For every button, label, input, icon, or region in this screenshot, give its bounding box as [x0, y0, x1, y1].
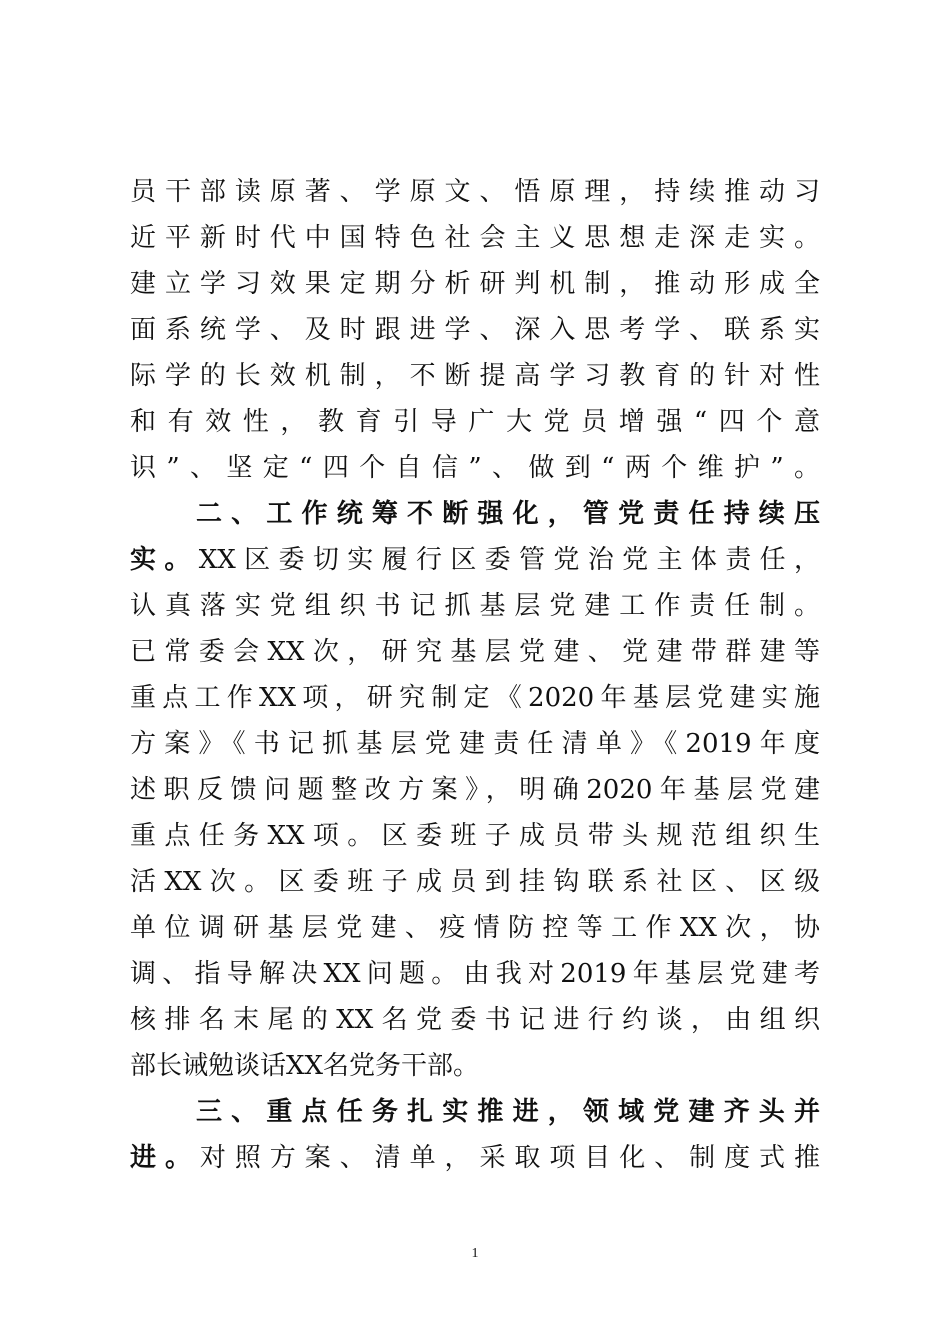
text-line: 方案》《书记抓基层党建责任清单》《2019年度: [130, 729, 820, 759]
section-heading: 三、重点任务扎实推进，领域党建齐头并: [196, 1097, 820, 1127]
text-line: 部长诫勉谈话XX名党务干部。: [130, 1051, 480, 1081]
text-line: 面系统学、及时跟进学、深入思考学、联系实: [130, 315, 820, 345]
section-heading-end: 实。: [130, 545, 199, 575]
text-line: 际学的长效机制，不断提高学习教育的针对性: [130, 361, 820, 391]
text-line: 建立学习效果定期分析研判机制，推动形成全: [130, 269, 820, 299]
text-line: 述职反馈问题整改方案》，明确2020年基层党建: [130, 775, 820, 805]
section-body-start: XX区委切实履行区委管党治党主体责任，: [198, 545, 820, 575]
text-line: 活XX次。区委班子成员到挂钩联系社区、区级: [130, 867, 820, 897]
text-line: 调、指导解决XX问题。由我对2019年基层党建考: [130, 959, 820, 989]
text-line: [130, 1138, 820, 1178]
section-heading: 二、工作统筹不断强化，管党责任持续压: [196, 499, 820, 529]
section-body-start: 对照方案、清单，采取项目化、制度式推: [199, 1143, 820, 1173]
text-line: 重点任务XX项。区委班子成员带头规范组织生: [130, 821, 820, 851]
text-line: 识”、坚定“四个自信”、做到“两个维护”。: [130, 453, 820, 483]
text-line: 认真落实党组织书记抓基层党建工作责任制。: [130, 591, 820, 621]
page-number: 1: [471, 1246, 479, 1261]
text-line: 近平新时代中国特色社会主义思想走深走实。: [130, 223, 820, 253]
text-line: [130, 540, 820, 580]
text-line: 员干部读原著、学原文、悟原理，持续推动习: [130, 177, 820, 207]
text-line: 和有效性，教育引导广大党员增强“四个意: [130, 407, 820, 437]
text-line: 已常委会XX次，研究基层党建、党建带群建等: [130, 637, 820, 667]
section-heading-end: 进。: [130, 1143, 200, 1173]
text-line: 核排名末尾的XX名党委书记进行约谈，由组织: [130, 1005, 820, 1035]
text-line: 重点工作XX项，研究制定《2020年基层党建实施: [130, 683, 820, 713]
text-line: 单位调研基层党建、疫情防控等工作XX次，协: [130, 913, 820, 943]
